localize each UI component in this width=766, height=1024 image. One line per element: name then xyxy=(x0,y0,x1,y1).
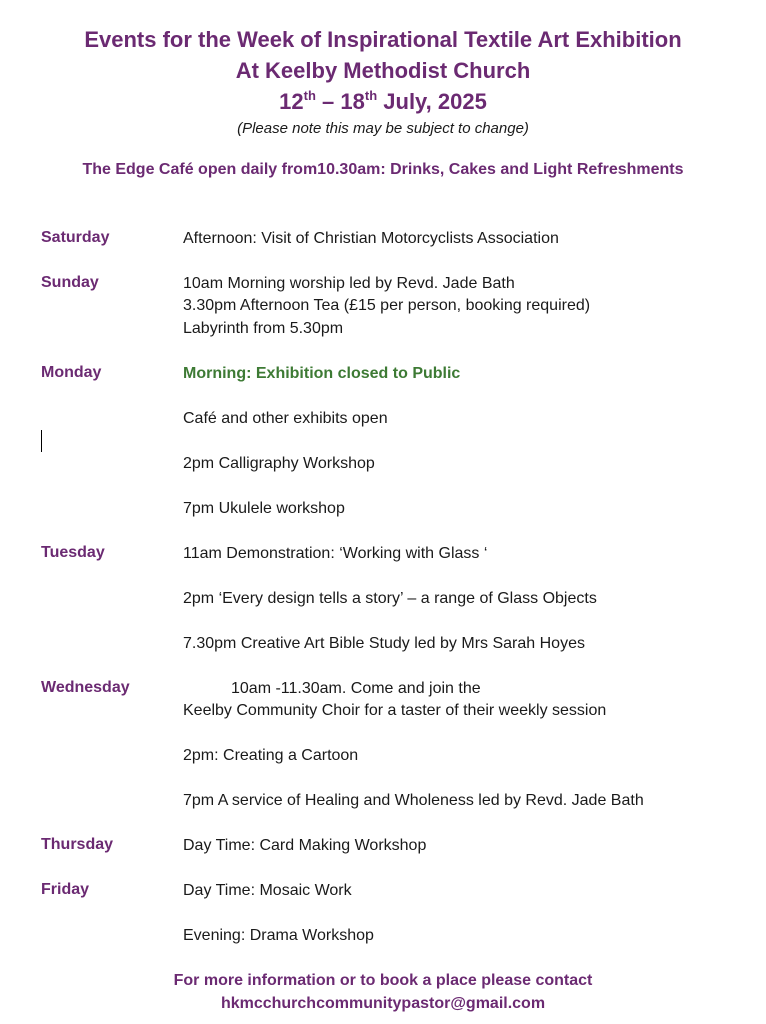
event-friday-2: Evening: Drama Workshop xyxy=(183,927,374,944)
date-start: 12 xyxy=(279,89,304,114)
document-header xyxy=(0,24,766,140)
event-saturday-1: Afternoon: Visit of Christian Motorcyclists Association xyxy=(183,230,559,247)
date-separator: – 18 xyxy=(315,89,365,114)
cafe-notice: The Edge Café open daily from10.30am: Drinks, Cakes and Light Refreshments xyxy=(82,161,684,178)
event-wednesday-3: 7pm A service of Healing and Wholeness led by Revd. Jade Bath xyxy=(183,792,644,809)
day-thursday: Thursday xyxy=(41,836,114,853)
event-monday-2: Café and other exhibits open xyxy=(183,410,388,427)
contact-line: For more information or to book a place please contact xyxy=(173,972,593,989)
date-end-suffix: th xyxy=(364,88,378,103)
contact-footer xyxy=(0,969,766,1015)
day-wednesday: Wednesday xyxy=(41,679,130,696)
event-wednesday-1b: Keelby Community Choir for a taster of their weekly session xyxy=(183,702,607,719)
event-sunday-1: 10am Morning worship led by Revd. Jade Bath xyxy=(183,275,515,292)
event-tuesday-2: 2pm ‘Every design tells a story’ – a range of Glass Objects xyxy=(183,590,597,607)
change-note: (Please note this may be subject to change) xyxy=(237,120,529,137)
day-tuesday: Tuesday xyxy=(41,544,105,561)
event-monday-4: 7pm Ukulele workshop xyxy=(183,500,345,517)
title-line-2: At Keelby Methodist Church xyxy=(235,58,531,83)
day-friday: Friday xyxy=(41,881,90,898)
event-monday-3: 2pm Calligraphy Workshop xyxy=(183,455,375,472)
day-monday: Monday xyxy=(41,364,102,381)
day-sunday: Sunday xyxy=(41,274,99,291)
event-friday-1: Day Time: Mosaic Work xyxy=(183,882,352,899)
event-thursday-1: Day Time: Card Making Workshop xyxy=(183,837,427,854)
event-sunday-3: Labyrinth from 5.30pm xyxy=(183,320,344,337)
title-line-1: Events for the Week of Inspirational Textile Art Exhibition xyxy=(84,27,682,52)
date-range xyxy=(0,86,766,118)
event-wednesday-1a: 10am -11.30am. Come and join the xyxy=(231,680,481,697)
event-wednesday-2: 2pm: Creating a Cartoon xyxy=(183,747,359,764)
event-tuesday-3: 7.30pm Creative Art Bible Study led by Mrs Sarah Hoyes xyxy=(183,635,585,652)
contact-email[interactable]: hkmcchurchcommunitypastor@gmail.com xyxy=(220,995,546,1012)
event-sunday-2: 3.30pm Afternoon Tea (£15 per person, booking required) xyxy=(183,297,591,314)
date-start-suffix: th xyxy=(303,88,316,103)
day-saturday: Saturday xyxy=(41,229,110,246)
event-tuesday-1: 11am Demonstration: ‘Working with Glass ‘ xyxy=(183,545,488,562)
text-cursor xyxy=(41,430,42,452)
date-month-year: July, 2025 xyxy=(377,89,487,114)
event-monday-1: Morning: Exhibition closed to Public xyxy=(183,365,461,382)
